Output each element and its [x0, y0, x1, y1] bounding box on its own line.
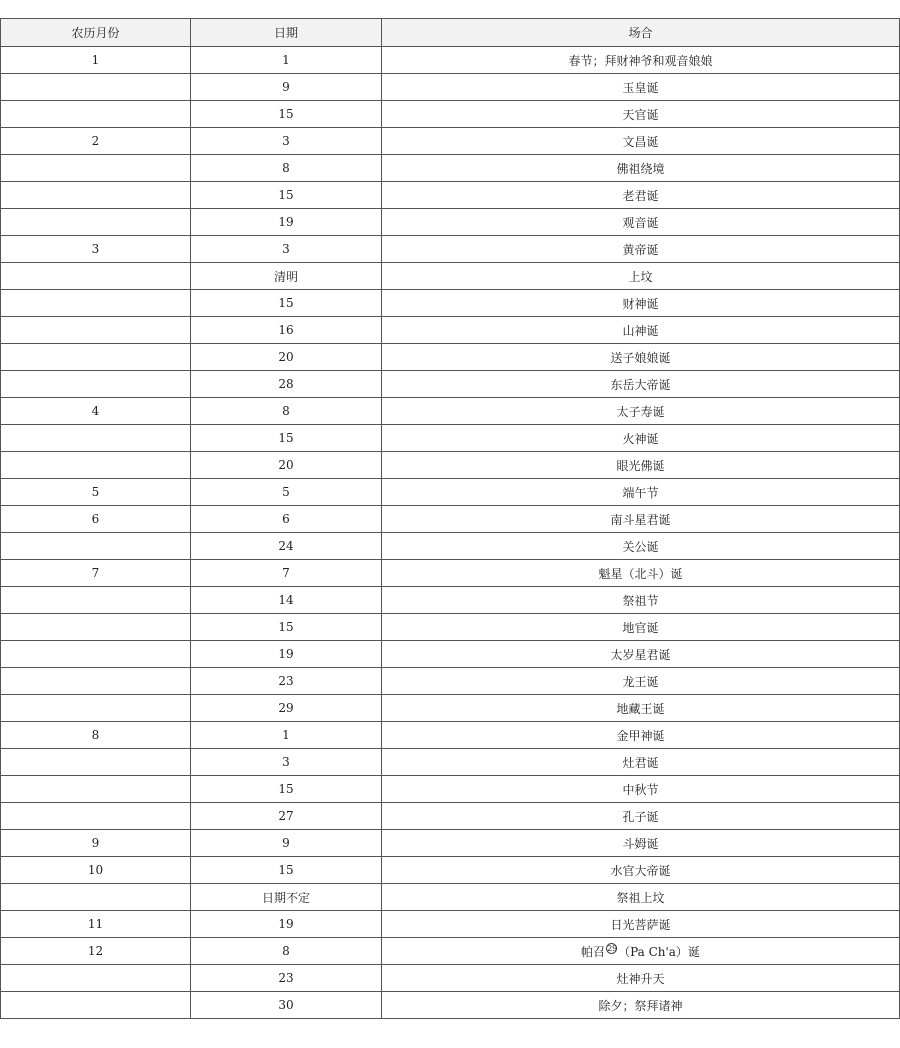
occasion-cell: 斗姆诞 [382, 830, 900, 857]
table-row [1, 398, 900, 425]
occasion-cell: 天官诞 [382, 101, 900, 128]
lunar-month-cell [1, 749, 191, 776]
date-cell: 15 [191, 101, 382, 128]
occasion-cell: 太子寿诞 [382, 398, 900, 425]
lunar-month-cell [1, 209, 191, 236]
table-row [1, 803, 900, 830]
occasion-cell: 龙王诞 [382, 668, 900, 695]
date-cell: 15 [191, 290, 382, 317]
occasion-cell: 灶君诞 [382, 749, 900, 776]
date-cell: 15 [191, 614, 382, 641]
date-cell: 29 [191, 695, 382, 722]
table-row [1, 425, 900, 452]
occasion-cell: 除夕；祭拜诸神 [382, 992, 900, 1019]
lunar-month-cell [1, 695, 191, 722]
occasion-cell: 送子娘娘诞 [382, 344, 900, 371]
date-cell: 6 [191, 506, 382, 533]
table-row [1, 452, 900, 479]
table-row [1, 236, 900, 263]
date-cell: 3 [191, 749, 382, 776]
table-row [1, 884, 900, 911]
table-row [1, 911, 900, 938]
lunar-month-cell: 11 [1, 911, 191, 938]
lunar-month-cell: 8 [1, 722, 191, 749]
date-cell: 5 [191, 479, 382, 506]
occasion-cell: 财神诞 [382, 290, 900, 317]
occasion-cell: 文昌诞 [382, 128, 900, 155]
table-row [1, 506, 900, 533]
table-row [1, 614, 900, 641]
lunar-month-cell: 6 [1, 506, 191, 533]
lunar-month-cell [1, 182, 191, 209]
table-row [1, 182, 900, 209]
lunar-month-cell [1, 776, 191, 803]
occasion-cell: 孔子诞 [382, 803, 900, 830]
date-cell: 1 [191, 722, 382, 749]
lunar-month-cell [1, 74, 191, 101]
occasion-cell: 黄帝诞 [382, 236, 900, 263]
lunar-month-cell: 2 [1, 128, 191, 155]
occasion-cell: 上坟 [382, 263, 900, 290]
occasion-cell: 山神诞 [382, 317, 900, 344]
lunar-month-cell: 1 [1, 47, 191, 74]
date-cell: 3 [191, 128, 382, 155]
occasion-cell [382, 938, 900, 965]
table-row [1, 101, 900, 128]
lunar-month-cell: 7 [1, 560, 191, 587]
date-cell: 20 [191, 344, 382, 371]
column-header-date: 日期 [191, 19, 382, 47]
date-cell: 清明 [191, 263, 382, 290]
lunar-month-cell [1, 101, 191, 128]
occasion-cell: 地藏王诞 [382, 695, 900, 722]
date-cell: 23 [191, 668, 382, 695]
lunar-month-cell [1, 371, 191, 398]
occasion-cell: 老君诞 [382, 182, 900, 209]
date-cell: 15 [191, 182, 382, 209]
lunar-month-cell: 5 [1, 479, 191, 506]
table-row [1, 263, 900, 290]
table-row [1, 344, 900, 371]
table-row [1, 209, 900, 236]
date-cell: 3 [191, 236, 382, 263]
occasion-cell: 观音诞 [382, 209, 900, 236]
lunar-month-cell [1, 155, 191, 182]
occasion-cell: 眼光佛诞 [382, 452, 900, 479]
date-cell: 19 [191, 209, 382, 236]
table-row [1, 560, 900, 587]
lunar-month-cell [1, 344, 191, 371]
occasion-cell: 日光菩萨诞 [382, 911, 900, 938]
occasion-cell: 魁星（北斗）诞 [382, 560, 900, 587]
lunar-month-cell [1, 803, 191, 830]
occasion-cell: 祭祖上坟 [382, 884, 900, 911]
date-cell: 16 [191, 317, 382, 344]
table-row [1, 776, 900, 803]
lunar-month-cell [1, 425, 191, 452]
date-cell: 19 [191, 641, 382, 668]
table-row [1, 317, 900, 344]
occasion-text: 帕召 [581, 944, 606, 959]
occasion-text-suffix: （Pa Ch'a）诞 [618, 944, 700, 959]
lunar-month-cell [1, 614, 191, 641]
occasion-cell: 南斗星君诞 [382, 506, 900, 533]
lunar-month-cell: 9 [1, 830, 191, 857]
date-cell: 20 [191, 452, 382, 479]
festival-calendar-table [0, 18, 900, 1019]
date-cell: 19 [191, 911, 382, 938]
occasion-cell: 祭祖节 [382, 587, 900, 614]
lunar-month-cell [1, 290, 191, 317]
date-cell: 9 [191, 74, 382, 101]
header-row [1, 19, 900, 47]
date-cell: 27 [191, 803, 382, 830]
occasion-cell: 灶神升天 [382, 965, 900, 992]
footnote-marker[interactable]: 29 [607, 943, 618, 953]
table-row [1, 587, 900, 614]
table-row [1, 965, 900, 992]
table-row [1, 830, 900, 857]
table-row [1, 290, 900, 317]
occasion-cell: 端午节 [382, 479, 900, 506]
occasion-cell: 佛祖绕境 [382, 155, 900, 182]
date-cell: 24 [191, 533, 382, 560]
date-cell: 23 [191, 965, 382, 992]
lunar-month-cell [1, 452, 191, 479]
table-row [1, 938, 900, 965]
date-cell: 8 [191, 155, 382, 182]
lunar-month-cell: 12 [1, 938, 191, 965]
lunar-month-cell: 4 [1, 398, 191, 425]
date-cell: 28 [191, 371, 382, 398]
lunar-month-cell [1, 641, 191, 668]
date-cell: 15 [191, 857, 382, 884]
lunar-month-cell [1, 263, 191, 290]
occasion-cell: 水官大帝诞 [382, 857, 900, 884]
table-row [1, 155, 900, 182]
table-row [1, 128, 900, 155]
occasion-cell: 金甲神诞 [382, 722, 900, 749]
table-row [1, 47, 900, 74]
table-row [1, 668, 900, 695]
date-cell: 14 [191, 587, 382, 614]
column-header-occasion: 场合 [382, 19, 900, 47]
occasion-cell: 关公诞 [382, 533, 900, 560]
date-cell: 日期不定 [191, 884, 382, 911]
table-row [1, 749, 900, 776]
table-row [1, 479, 900, 506]
lunar-month-cell [1, 587, 191, 614]
occasion-cell: 春节；拜财神爷和观音娘娘 [382, 47, 900, 74]
date-cell: 8 [191, 398, 382, 425]
table-row [1, 857, 900, 884]
table-row [1, 641, 900, 668]
column-header-lunar-month: 农历月份 [1, 19, 191, 47]
table-row [1, 722, 900, 749]
lunar-month-cell [1, 965, 191, 992]
date-cell: 30 [191, 992, 382, 1019]
lunar-month-cell [1, 992, 191, 1019]
table-row [1, 533, 900, 560]
occasion-cell: 太岁星君诞 [382, 641, 900, 668]
occasion-cell: 火神诞 [382, 425, 900, 452]
lunar-month-cell: 3 [1, 236, 191, 263]
date-cell: 15 [191, 776, 382, 803]
occasion-cell: 玉皇诞 [382, 74, 900, 101]
lunar-month-cell: 10 [1, 857, 191, 884]
date-cell: 8 [191, 938, 382, 965]
lunar-month-cell [1, 668, 191, 695]
table-row [1, 74, 900, 101]
table-row [1, 371, 900, 398]
table-body [1, 47, 900, 1019]
date-cell: 9 [191, 830, 382, 857]
lunar-month-cell [1, 884, 191, 911]
occasion-cell: 地官诞 [382, 614, 900, 641]
date-cell: 15 [191, 425, 382, 452]
date-cell: 1 [191, 47, 382, 74]
lunar-month-cell [1, 533, 191, 560]
occasion-cell: 中秋节 [382, 776, 900, 803]
table-row [1, 992, 900, 1019]
table-row [1, 695, 900, 722]
date-cell: 7 [191, 560, 382, 587]
occasion-cell: 东岳大帝诞 [382, 371, 900, 398]
lunar-month-cell [1, 317, 191, 344]
